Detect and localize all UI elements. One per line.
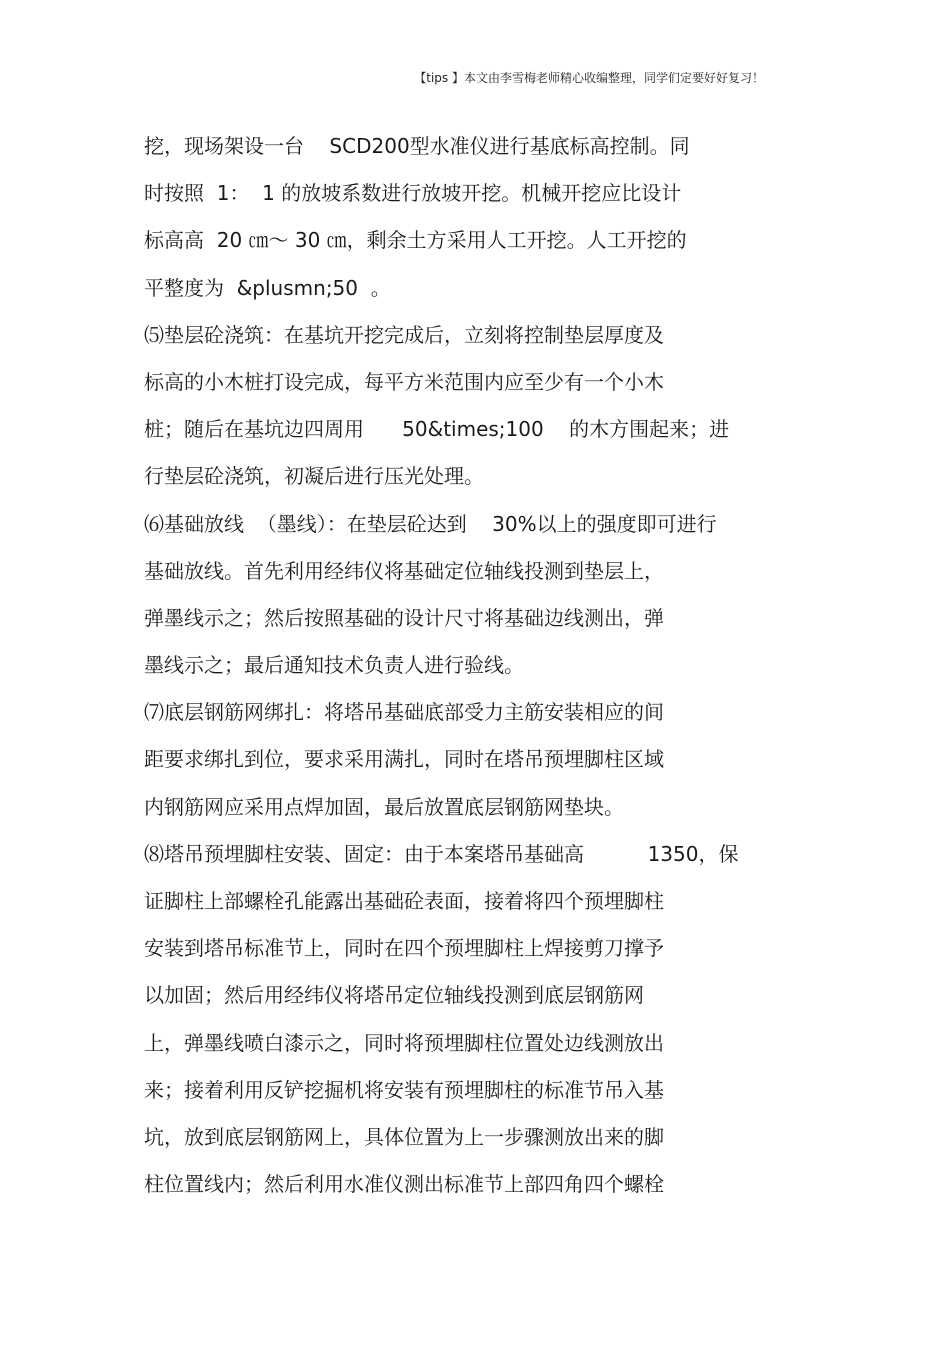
text-line: 来；接着利用反铲挖掘机将安装有预埋脚柱的标准节吊入基 [144, 1077, 664, 1102]
text-line: 基础放线。首先利用经纬仪将基础定位轴线投测到垫层上， [144, 558, 664, 583]
header-tips-note: 【tips 】本文由李雪梅老师精心收编整理，同学们定要好好复习！ [414, 71, 764, 85]
text-line: 时按照 1： 1 的放坡系数进行放坡开挖。机械开挖应比设计 [144, 181, 682, 206]
text-line: 安装到塔吊标准节上，同时在四个预埋脚柱上焊接剪刀撑予 [144, 936, 664, 961]
text-line: 标高高 20 ㎝～ 30 ㎝，剩余土方采用人工开挖。人工开挖的 [144, 228, 687, 253]
text-line: 行垫层砼浇筑，初凝后进行压光处理。 [144, 464, 484, 489]
text-line: 以加固；然后用经纬仪将塔吊定位轴线投测到底层钢筋网 [144, 983, 644, 1008]
text-line: 柱位置线内；然后利用水准仪测出标准节上部四角四个螺栓 [144, 1172, 664, 1197]
text-line: ⑹基础放线 （墨线）：在垫层砼达到 30%以上的强度即可进行 [144, 511, 717, 536]
text-line: 内钢筋网应采用点焊加固，最后放置底层钢筋网垫块。 [144, 794, 624, 819]
text-line: ⑺底层钢筋网绑扎：将塔吊基础底部受力主筋安装相应的间 [144, 700, 664, 725]
text-line: 弹墨线示之；然后按照基础的设计尺寸将基础边线测出，弹 [144, 605, 664, 630]
text-line: 证脚柱上部螺栓孔能露出基础砼表面，接着将四个预埋脚柱 [144, 889, 664, 913]
text-line: ⑻塔吊预埋脚柱安装、固定：由于本案塔吊基础高 1350，保 [144, 841, 739, 866]
text-line: 上，弹墨线喷白漆示之，同时将预埋脚柱位置处边线测放出 [144, 1030, 664, 1055]
text-line: ⑸垫层砼浇筑：在基坑开挖完成后，立刻将控制垫层厚度及 [144, 322, 664, 347]
text-line: 标高的小木桩打设完成，每平方米范围内应至少有一个小木 [144, 369, 664, 394]
text-line: 坑，放到底层钢筋网上，具体位置为上一步骤测放出来的脚 [144, 1124, 664, 1149]
text-line: 平整度为 &plusmn;50 。 [144, 275, 391, 300]
text-line: 墨线示之；最后通知技术负责人进行验线。 [144, 653, 524, 678]
text-line: 挖，现场架设一台 SCD200型水准仪进行基底标高控制。同 [144, 134, 690, 158]
text-line: 桩；随后在基坑边四周用 50&times;100 的木方围起来；进 [144, 417, 730, 442]
document-body [144, 128, 824, 1213]
text-line: 距要求绑扎到位，要求采用满扎，同时在塔吊预埋脚柱区域 [144, 747, 664, 772]
